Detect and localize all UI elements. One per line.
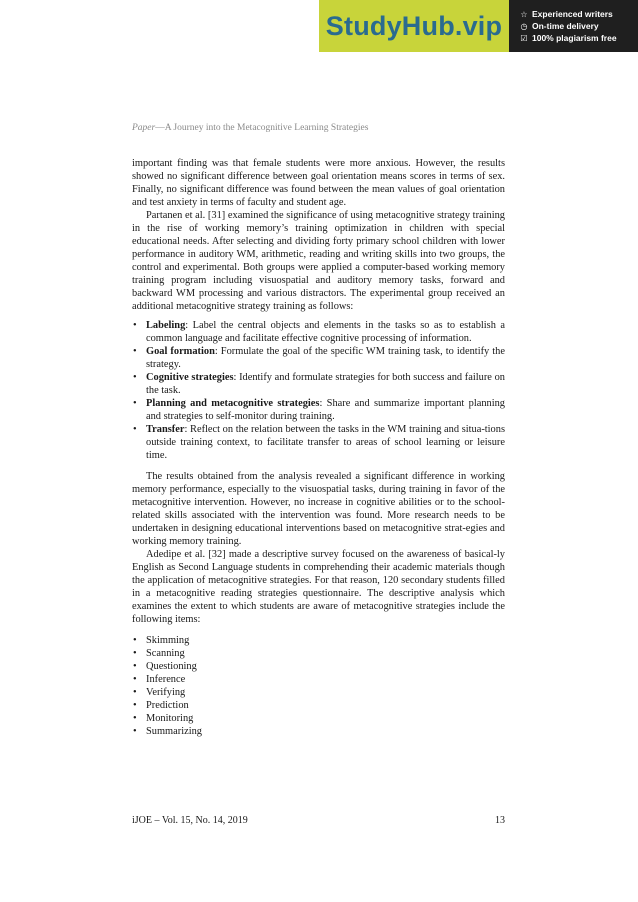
strategy-list	[132, 319, 505, 462]
reading-strategy-list	[132, 634, 505, 738]
page-footer	[132, 815, 505, 826]
list-item-term: Planning and metacognitive strategies	[146, 398, 320, 409]
document-check-icon: ☑	[520, 33, 528, 43]
list-item: • Prediction	[132, 699, 505, 712]
list-item: • Verifying	[132, 686, 505, 699]
ad-banner[interactable]	[319, 0, 638, 52]
running-header	[132, 123, 368, 133]
brand-logo[interactable]	[319, 0, 509, 52]
list-item: • Monitoring	[132, 712, 505, 725]
feature-delivery	[519, 21, 638, 31]
list-item: • Questioning	[132, 660, 505, 673]
list-item	[132, 423, 505, 462]
list-item: • Summarizing	[132, 725, 505, 738]
page-number: 13	[495, 815, 505, 826]
clock-icon: ◷	[520, 21, 528, 31]
list-item	[132, 397, 505, 423]
star-icon: ☆	[520, 9, 528, 19]
paragraph: Partanen et al. [31] examined the significance of using metacognitive strategy training in the rise of working memory’s training optimization in children with special educational needs. After selecting and dividing forty primary school children with lower performance in auditory WM, arithmetic, reading and writing skills into two groups, the control and experimental. Both groups were applied a computer-based working memory training program including visuospatial and auditory memory tasks, forward and backward WM processing and various distractors. The experimental group received an additional metacognitive strategy training as follows:	[132, 210, 505, 312]
paragraph: important finding was that female students were more anxious. However, the results showed no significant difference between goal orientation means scores in terms of sex. Finally, no significant difference was found between the mean values of goal orientation and test anxiety in terms of faculty and student age.	[132, 158, 505, 208]
list-item-term: Cognitive strategies	[146, 372, 234, 383]
paragraph: The results obtained from the analysis revealed a significant difference in working memory performance, especially to the visuospatial tasks, during training in favor of the metacognitive intervention. However, no increase in cognitive abilities or to the school-related skills associated with the intervention was found. More research needs to be undertaken in designing educational interventions based on metacognitive strat-egies and working memory training.	[132, 471, 505, 547]
list-item-term: Labeling	[146, 320, 186, 331]
running-header-title: —A Journey into the Metacognitive Learning Strategies	[155, 123, 369, 133]
feature-text: On-time delivery	[532, 21, 599, 31]
running-header-label: Paper	[132, 123, 156, 133]
list-item-term: Goal formation	[146, 346, 215, 357]
list-item-desc: : Reflect on the relation between the tasks in the WM training and situa-tions outside training context, to facilitate transfer to areas of school learning or leisure time.	[146, 424, 505, 461]
feature-list	[509, 0, 638, 52]
list-item	[132, 371, 505, 397]
list-item	[132, 319, 505, 345]
list-item-term: Transfer	[146, 424, 185, 435]
list-item	[132, 345, 505, 371]
list-item: • Inference	[132, 673, 505, 686]
list-item-desc: : Identify and formulate strategies for both success and failure on the task.	[146, 372, 505, 396]
brand-name: StudyHub.vip	[325, 10, 503, 41]
feature-plagiarism	[519, 33, 638, 43]
paragraph: Adedipe et al. [32] made a descriptive survey focused on the awareness of basical-ly English as Second Language students in comprehending their academic materials though the application of metacognitive strategies. For that reason, 120 secondary students filled in a metacognitive reading strategies questionnaire. The descriptive analysis which examines the extent to which students are aware of metacognitive strategies include the following items:	[132, 549, 505, 625]
journal-citation: iJOE – Vol. 15, No. 14, 2019	[132, 815, 248, 826]
feature-text: Experienced writers	[532, 9, 613, 19]
list-item: • Skimming	[132, 634, 505, 647]
feature-text: 100% plagiarism free	[532, 33, 617, 43]
list-item-desc: : Formulate the goal of the specific WM training task, to identify the strategy.	[146, 346, 505, 370]
page-body	[132, 157, 505, 746]
list-item-desc: : Share and summarize important planning and strategies to self-monitor during training.	[146, 398, 505, 422]
list-item-desc: : Label the central objects and elements in the tasks so as to establish a common language and facilitate effective cognitive processing of information.	[146, 320, 505, 344]
list-item: • Scanning	[132, 647, 505, 660]
feature-writers	[519, 9, 638, 19]
